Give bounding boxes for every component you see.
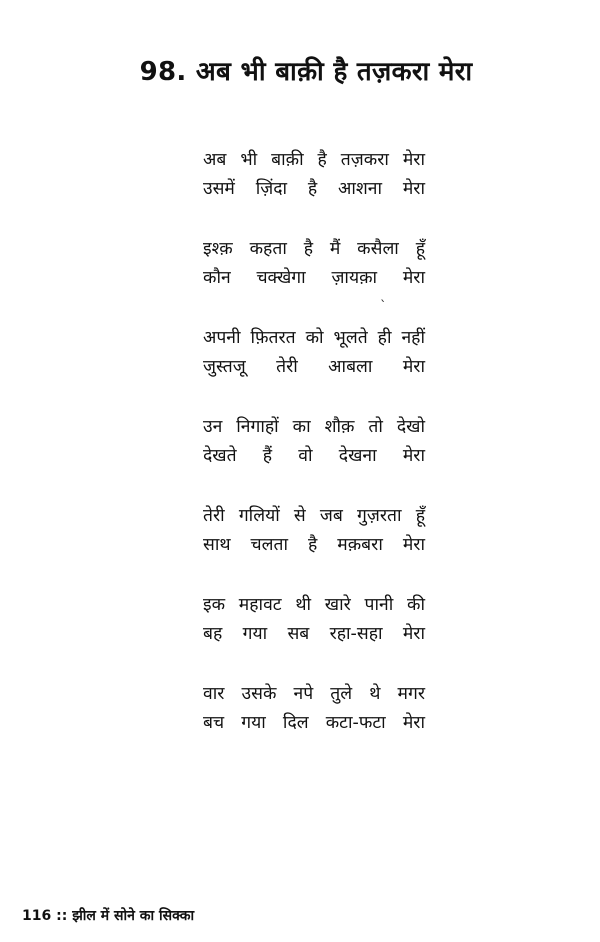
page-footer	[22, 906, 194, 926]
print-speck: ˎ	[380, 288, 387, 303]
stanza-4	[203, 413, 443, 471]
footer-separator: ::	[56, 908, 68, 924]
stanza-5	[203, 502, 443, 560]
poem-line: वार उसके नपे तुले थे मगर	[203, 684, 425, 704]
poem-line: जुस्तजू तेरी आबला मेरा	[203, 357, 425, 377]
poem-line: देखते हैं वो देखना मेरा	[203, 446, 425, 466]
stanza-3	[203, 324, 443, 382]
book-title: झील में सोने का सिक्का	[72, 908, 195, 924]
poem-line: इक महावट थी खारे पानी की	[203, 595, 425, 615]
poem-line: तेरी गलियों से जब गुज़रता हूँ	[203, 506, 425, 526]
poem-title: 98. अब भी बाक़ी है तज़करा मेरा	[139, 57, 473, 87]
poem-line: उन निगाहों का शौक़ तो देखो	[203, 417, 425, 437]
poem-line: कौन चक्खेगा ज़ायक़ा मेरा	[203, 268, 425, 288]
poem-line: अब भी बाक़ी है तज़करा मेरा	[203, 150, 425, 170]
poem-line: अपनी फ़ितरत को भूलते ही नहीं	[203, 328, 425, 348]
poem-line: इश्क़ कहता है मैं कसैला हूँ	[203, 239, 425, 259]
poem-line: बह गया सब रहा-सहा मेरा	[203, 624, 425, 644]
poem-line: साथ चलता है मक़बरा मेरा	[203, 535, 425, 555]
stanza-1	[203, 146, 443, 204]
poem-line: बच गया दिल कटा-फटा मेरा	[203, 713, 425, 733]
stanza-2	[203, 235, 443, 293]
stanza-6	[203, 591, 443, 649]
stanza-7	[203, 680, 443, 738]
poem-body	[203, 146, 443, 769]
page-number: 116	[22, 908, 52, 924]
poem-line: उसमें ज़िंदा है आशना मेरा	[203, 179, 425, 199]
